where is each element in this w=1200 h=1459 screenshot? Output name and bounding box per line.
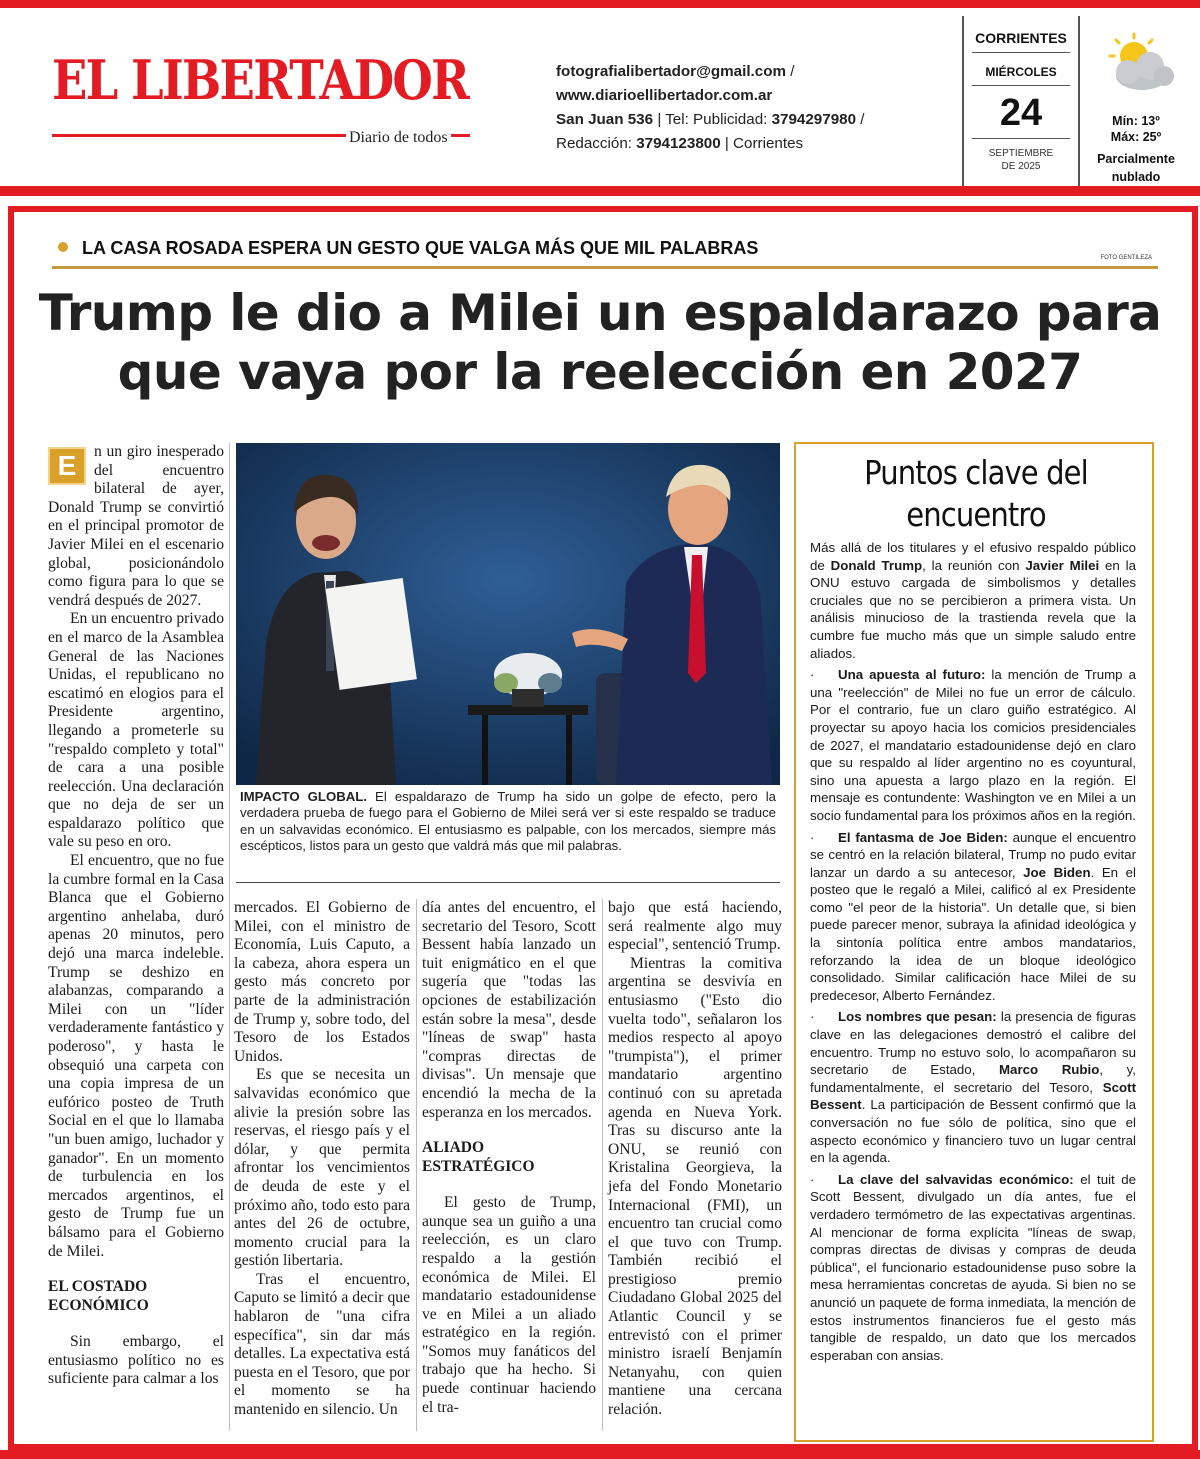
tel-number: 3794297980 — [771, 111, 857, 128]
logo-subtitle: Diario de todos — [346, 129, 451, 147]
item-text: la presencia de figuras clave en las delegaciones demostró el calibre del encuentro. Trump no estuvo solo, lo acompañaron su secretario de Estado, — [810, 1009, 1137, 1078]
weather-condition-1: Parcialmente — [1097, 152, 1175, 166]
item-text: , y, fundamentalmente, el secretario del Tesoro, — [810, 1062, 1136, 1095]
text: , la reunión con — [922, 557, 1026, 573]
paragraph: En un encuentro privado en el marco de la Asamblea General de las Naciones Unidas, el republicano no escatimó en elogios para el Presidente argentino, llegando a prometerle su "respaldo completo y total" de cara a una posible reelección. Una declaración que no deja de ser un espaldarazo político que vale su peso en oro. — [48, 610, 224, 851]
article-column-1 — [48, 443, 224, 1389]
item-lead: La clave del salvavidas económico: — [838, 1171, 1074, 1187]
paragraph: mercados. El Gobierno de Milei, con el ministro de Economía, Luis Caputo, a la cabeza, ahora espera un gesto más concreto por parte de la administración de Trump y, sobre todo, del Tesoro de los Estados Unidos. — [234, 899, 410, 1065]
paragraph: día antes del encuentro, el secretario del Tesoro, Scott Bessent había lanzado un tuit enigmático en el que sugería que "todas las opciones de estabilización están sobre la mesa", desde "líneas de swap" hasta "compras directas de divisas". Un mensaje que encendió la mecha de la esperanza en los mercados. — [422, 899, 596, 1121]
caption-lead: IMPACTO GLOBAL. — [240, 789, 367, 804]
article-column-3 — [422, 899, 596, 1417]
photo-milei-trump-icon — [236, 443, 780, 785]
sidebar-intro — [810, 539, 1136, 662]
bullet-icon: · — [810, 1171, 815, 1187]
item-text: . En el posteo que le regaló a Milei, calificó al ex Presidente como "el peor de la historia". Un detalle que, si bien puede parecer menor, subraya la afinidad ideológica y la sintonía política entre ambos mandatarios, reforzando la idea de un bloque ideológico consolidado. Similar calificación hace Milei de su predecesor, Alberto Fernández. — [810, 864, 1136, 1003]
item-lead: Una apuesta al futuro: — [838, 667, 986, 683]
key-points-sidebar — [794, 442, 1154, 1442]
paragraph: Tras el encuentro, Caputo se limitó a decir que hablaron de "una cifra específica", sin dar más detalles. La expectativa está puesta en el Tesoro, que por el momento se ha mantenido en silencio. Un — [234, 1270, 410, 1419]
bullet-icon: · — [810, 829, 815, 845]
bullet-dot-icon — [58, 242, 68, 252]
article-kicker — [52, 238, 1158, 269]
divider — [972, 85, 1070, 86]
sep: / — [786, 63, 795, 80]
item-text: la mención de Trump a una "reelección" de Milei no fue un error de cálculo. Por el contrario, fue un claro guiño estratégico. Al proyectar su apoyo hacia los comicios presidenciales de 2027, el mandatario estadounidense dejó en claro que su respaldo al líder argentino no es coyuntural, sino una apuesta a largo plazo en la región. El mensaje es contundente: Washington ve en Milei a un socio fundamental para los próximos años en la región. — [810, 667, 1136, 823]
masthead-bottom-red-bar — [0, 186, 1200, 196]
article-photo[interactable] — [236, 443, 780, 785]
photo-caption — [240, 789, 776, 855]
name-biden: Joe Biden — [1023, 864, 1091, 880]
item-text: . La participación de Bessent confirmó que la conversación no fue sólo de política, sino que el aspecto económico y financiero tuvo un lugar central en la agenda. — [810, 1097, 1136, 1166]
bullet-icon: · — [810, 667, 815, 683]
caption-rule — [236, 882, 780, 883]
item-lead: Los nombres que pesan: — [838, 1009, 997, 1025]
contact-email[interactable]: fotografialibertador@gmail.com — [556, 63, 786, 80]
item-text: el tuit de Scott Bessent, divulgado un día antes, fue el verdadero termómetro de las expectativas argentinas. Al mencionar de forma explícita "líneas de swap, compras directas de divisas y compras de deuda pública", el funcionario estadounidense puso sobre la mesa herramientas concretas de ayuda. Si bien no se anunció un paquete de forma inmediata, la mención de estos instrumentos financieros fue el gesto más tangible de respaldo, un dato que los mercados esperaban con ansias. — [810, 1171, 1136, 1363]
paragraph: Es que se necesita un salvavidas económico que alivie la presión sobre las reservas, el riesgo país y el dólar, y que permita afrontar los vencimientos de deuda de este y el próximo año, todo esto para antes del 26 de octubre, momento crucial para la gestión libertaria. — [234, 1066, 410, 1270]
newspaper-logo[interactable]: EL LIBERTADOR — [52, 48, 469, 112]
article-column-2 — [234, 899, 410, 1420]
redaccion-number: 3794123800 — [636, 135, 721, 152]
text: Más allá de los titulares y el efusivo respaldo público de — [810, 540, 1136, 573]
date-year: DE 2025 — [1001, 161, 1041, 172]
name-trump: Donald Trump — [830, 557, 923, 573]
city-suffix: | Corrientes — [720, 135, 804, 152]
sidebar-item-salvavidas — [810, 1171, 1136, 1365]
tel-label: | Tel: Publicidad: — [653, 111, 772, 128]
subhead-economico: EL COSTADO ECONÓMICO — [48, 1278, 149, 1315]
subhead-aliado: ALIADO ESTRATÉGICO — [422, 1139, 535, 1176]
kicker-text: LA CASA ROSADA ESPERA UN GESTO QUE VALGA MÁS QUE MIL PALABRAS — [82, 238, 759, 258]
caption-text: El espaldarazo de Trump ha sido un golpe de efecto, pero la verdadera prueba de fuego para el Gobierno de Milei será ver si este respaldo se traduce en un salvavidas económico. El entusiasmo es palpable, con los mercados, siempre más escépticos, listos para un gesto que valdrá más que mil palabras. — [240, 789, 776, 854]
bottom-red-bar — [0, 1450, 1200, 1459]
column-divider — [602, 899, 603, 1431]
contact-info — [556, 60, 865, 156]
paragraph: Mientras la comitiva argentina se desvivía en entusiasmo ("Esto dio vuelta todo", señalaron los medios respecto al apoyo "trumpista"), el primer mandatario argentino continuó con su apretada agenda en Nueva York. Tras su discurso ante la ONU, se reunió con Kristalina Georgieva, la jefa del Fondo Monetario Internacional (FMI), un encuentro tan crucial como el que tuvo con Trump. También recibió el prestigioso premio Ciudadano Global 2025 del Atlantic Council y se entrevistó con el primer ministro israelí Benjamín Netanyahu, con quien mantiene una cercana relación. — [608, 954, 782, 1419]
headline-line-1: Trump le dio a Milei un espaldarazo para — [38, 284, 1162, 342]
date-day: 24 — [999, 92, 1043, 134]
sidebar-body — [810, 539, 1136, 1368]
name-rubio: Marco Rubio — [998, 1062, 1100, 1078]
column-divider — [229, 443, 230, 1431]
paragraph: bajo que está haciendo, será realmente algo muy especial", sentenció Trump. — [608, 899, 782, 954]
article-column-4 — [608, 899, 782, 1420]
date-month: SEPTIEMBRE — [988, 148, 1054, 159]
weather-condition-2: nublado — [1111, 170, 1161, 184]
divider — [972, 52, 1070, 53]
sidebar-item-biden — [810, 829, 1136, 1005]
redaccion-label: Redacción: — [556, 135, 637, 152]
headline-line-2: que vaya por la reelección en 2027 — [117, 343, 1083, 401]
paragraph: El gesto de Trump, aunque sea un guiño a una reelección, es un claro respaldo a la gestión económica de Milei. El mandatario estadounidense ve en Milei a un aliado estratégico en la región. "Somos muy fanáticos del trabajo que ha hecho. Si puede continuar haciendo el tra- — [422, 1194, 596, 1416]
paragraph: Sin embargo, el entusiasmo político no es suficiente para calmar a los — [48, 1333, 224, 1388]
text: en la ONU estuvo cargada de simbolismos y detalles cruciales que no se percibieron a primera vista. Un análisis minucioso de la trastienda revela que la cumbre fue mucho más que un simple saludo entre aliados. — [810, 557, 1136, 661]
paragraph: n un giro inesperado del encuentro bilateral de ayer, Donald Trump se convirtió en el principal promotor de Javier Milei en el escenario global, posicionándolo como figura para lo que se vendrá después de 2027. — [48, 443, 224, 609]
headline[interactable] — [20, 284, 1180, 402]
date-box — [962, 16, 1080, 186]
top-red-bar — [0, 0, 1200, 8]
masthead — [0, 8, 1200, 186]
sidebar-item-futuro — [810, 666, 1136, 824]
photo-credit: FOTO GENTILEZA — [1100, 255, 1152, 261]
sidebar-item-nombres — [810, 1008, 1136, 1166]
item-lead: El fantasma de Joe Biden: — [838, 829, 1008, 845]
divider — [972, 138, 1070, 139]
name-milei: Javier Milei — [1025, 557, 1100, 573]
partly-cloudy-icon — [1098, 32, 1178, 96]
sidebar-title-line-1: Puntos clave del — [864, 453, 1088, 492]
weather-min: Mín: 13º — [1112, 114, 1160, 128]
sep: / — [856, 111, 865, 128]
name-bessent: Scott Bessent — [810, 1079, 1136, 1113]
drop-cap: E — [48, 447, 86, 485]
item-text: aunque el encuentro se centró en la relación bilateral, Trump no pudo evitar lanzar un dardo a su antecesor, — [810, 829, 1136, 880]
sidebar-title — [818, 452, 1135, 536]
weather-max: Máx: 25º — [1110, 130, 1162, 144]
paragraph: El encuentro, que no fue la cumbre formal en la Casa Blanca que el Gobierno argentino anhelaba, duró apenas 20 minutos, pero dejó una marca indeleble. Trump se deshizo en alabanzas, comparando a Milei con un "líder verdaderamente fantástico y poderoso", y hasta le obsequió una carpeta con una copia impresa de un eufórico posteo de Truth Social en el que lo llamaba "un buen amigo, luchador y ganador". En un momento de turbulencia en los mercados argentinos, el gesto de Trump fue un bálsamo para el Gobierno de Milei. — [48, 852, 224, 1260]
contact-address: San Juan 536 — [556, 111, 654, 128]
date-city: CORRIENTES — [975, 30, 1067, 46]
column-divider — [416, 899, 417, 1431]
date-weekday: MIÉRCOLES — [985, 65, 1057, 79]
weather-widget — [1082, 28, 1190, 188]
sidebar-title-line-2: encuentro — [906, 495, 1046, 534]
bullet-icon: · — [810, 1009, 815, 1025]
contact-website[interactable]: www.diarioellibertador.com.ar — [556, 87, 773, 104]
